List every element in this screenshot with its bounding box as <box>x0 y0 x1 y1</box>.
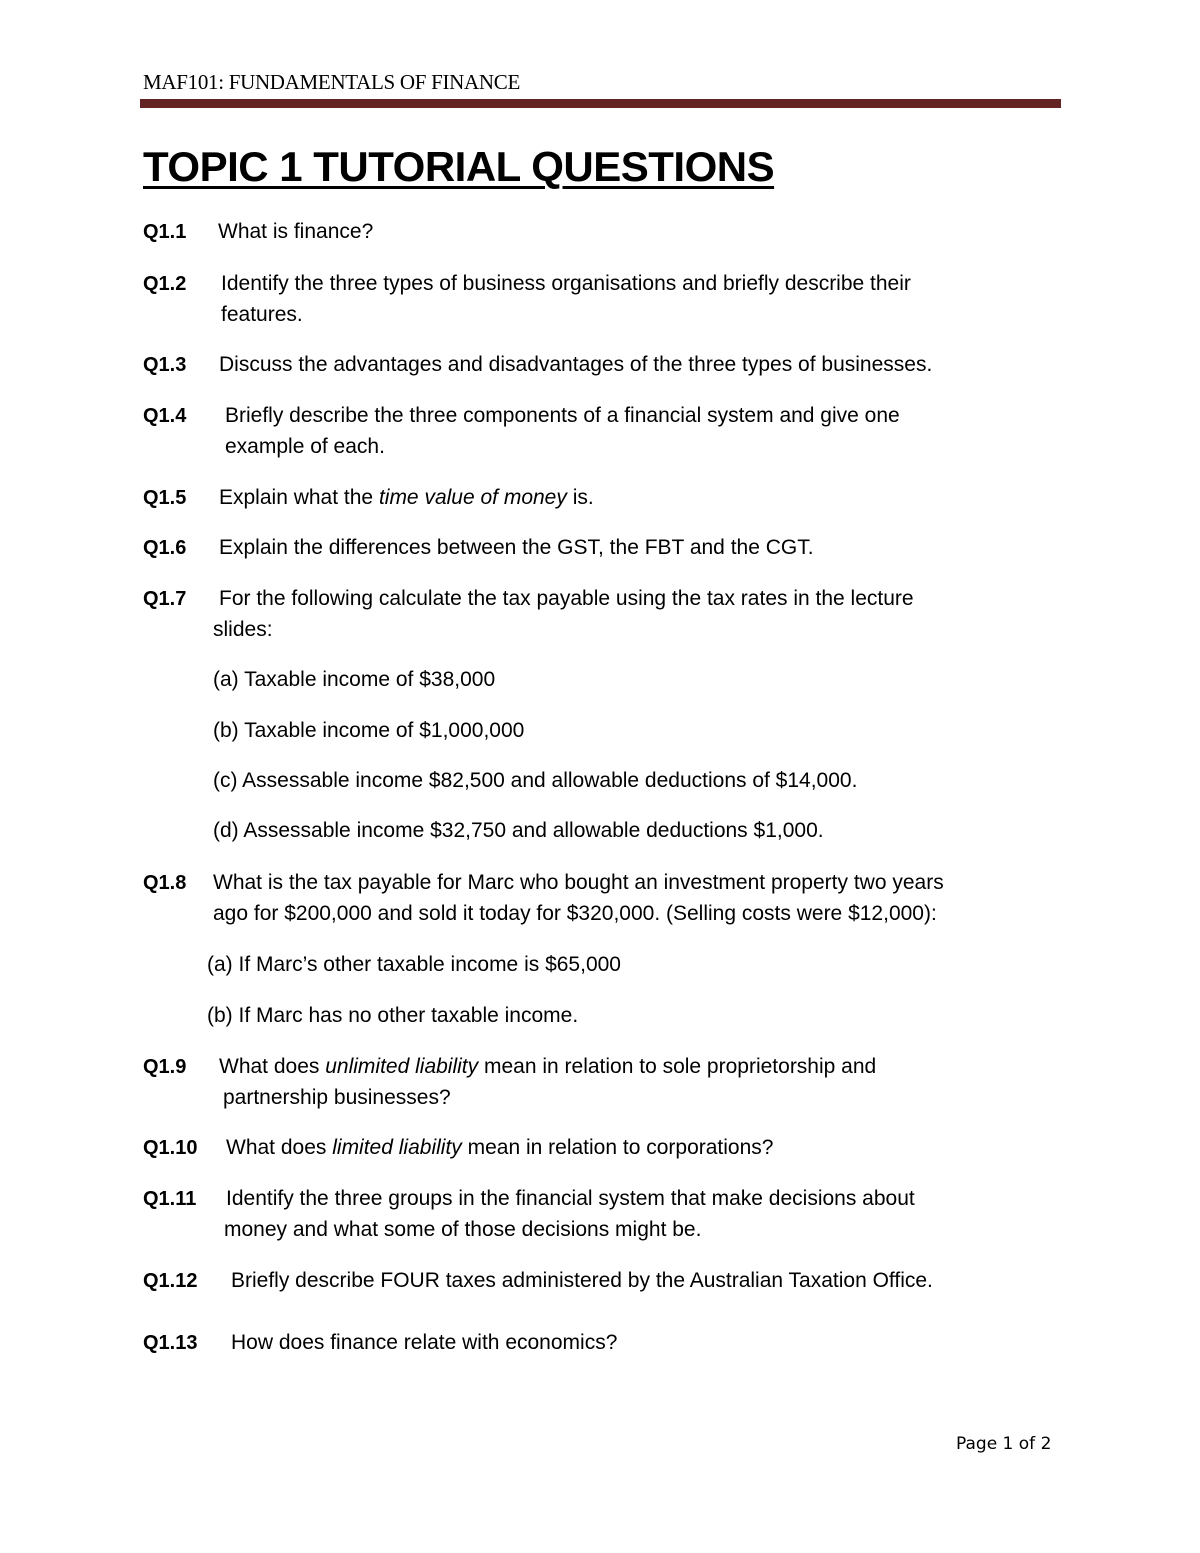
question-text: How does finance relate with economics? <box>231 1331 618 1354</box>
sub-question-b: (b) Taxable income of $1,000,000 <box>213 719 525 742</box>
emphasis-text: time value of money <box>378 486 567 509</box>
question-text: What is finance? <box>218 220 374 243</box>
question-text <box>226 1134 773 1162</box>
question-text <box>219 1053 876 1081</box>
sub-question-b: (b) If Marc has no other taxable income. <box>207 1004 579 1027</box>
question-text: slides: <box>213 618 273 641</box>
question-label: Q1.2 <box>143 273 187 295</box>
text-segment: What does <box>226 1136 333 1159</box>
question-label: Q1.8 <box>143 872 187 894</box>
question-text: What is the tax payable for Marc who bought an investment property two years <box>213 871 944 894</box>
page-title: TOPIC 1 TUTORIAL QUESTIONS <box>143 143 775 190</box>
question-label: Q1.9 <box>143 1056 187 1078</box>
question-label: Q1.1 <box>143 221 187 243</box>
question-label: Q1.13 <box>143 1332 198 1354</box>
text-segment: mean in relation to sole proprietorship and <box>478 1055 877 1078</box>
running-header: MAF101: FUNDAMENTALS OF FINANCE <box>143 70 520 94</box>
question-text: Discuss the advantages and disadvantages of the three types of businesses. <box>219 353 933 376</box>
sub-question-d: (d) Assessable income $32,750 and allowable deductions $1,000. <box>213 819 824 842</box>
text-segment: is. <box>566 486 594 509</box>
sub-question-a: (a) Taxable income of $38,000 <box>213 668 496 691</box>
page-number: Page 1 of 2 <box>956 1434 1052 1454</box>
text-segment: Explain what the <box>219 486 379 509</box>
emphasis-text: limited liability <box>332 1136 462 1159</box>
question-text: partnership businesses? <box>223 1086 451 1109</box>
question-text: Briefly describe FOUR taxes administered by the Australian Taxation Office. <box>231 1269 933 1292</box>
question-text: Identify the three groups in the financial system that make decisions about <box>226 1187 915 1210</box>
text-segment: What does <box>219 1055 326 1078</box>
question-label: Q1.12 <box>143 1270 198 1292</box>
question-label: Q1.7 <box>143 588 187 610</box>
sub-question-a: (a) If Marc’s other taxable income is $65,000 <box>207 953 621 976</box>
question-label: Q1.6 <box>143 537 187 559</box>
question-label: Q1.3 <box>143 354 187 376</box>
question-text: money and what some of those decisions might be. <box>224 1218 702 1241</box>
question-label: Q1.4 <box>143 405 187 427</box>
question-label: Q1.11 <box>143 1188 197 1210</box>
question-text: Explain the differences between the GST, the FBT and the CGT. <box>219 536 814 559</box>
question-text: features. <box>221 303 303 326</box>
question-text: ago for $200,000 and sold it today for $320,000. (Selling costs were $12,000): <box>213 902 937 925</box>
question-label: Q1.5 <box>143 487 187 509</box>
question-text <box>219 484 594 512</box>
emphasis-text: unlimited liability <box>325 1055 479 1078</box>
question-text: For the following calculate the tax payable using the tax rates in the lecture <box>219 587 914 610</box>
question-text: Briefly describe the three components of a financial system and give one <box>225 404 900 427</box>
sub-question-c: (c) Assessable income $82,500 and allowable deductions of $14,000. <box>213 769 858 792</box>
text-segment: mean in relation to corporations? <box>461 1136 774 1159</box>
question-text: example of each. <box>225 435 385 458</box>
question-text: Identify the three types of business organisations and briefly describe their <box>221 272 911 295</box>
header-rule <box>140 99 1061 108</box>
question-label: Q1.10 <box>143 1137 198 1159</box>
